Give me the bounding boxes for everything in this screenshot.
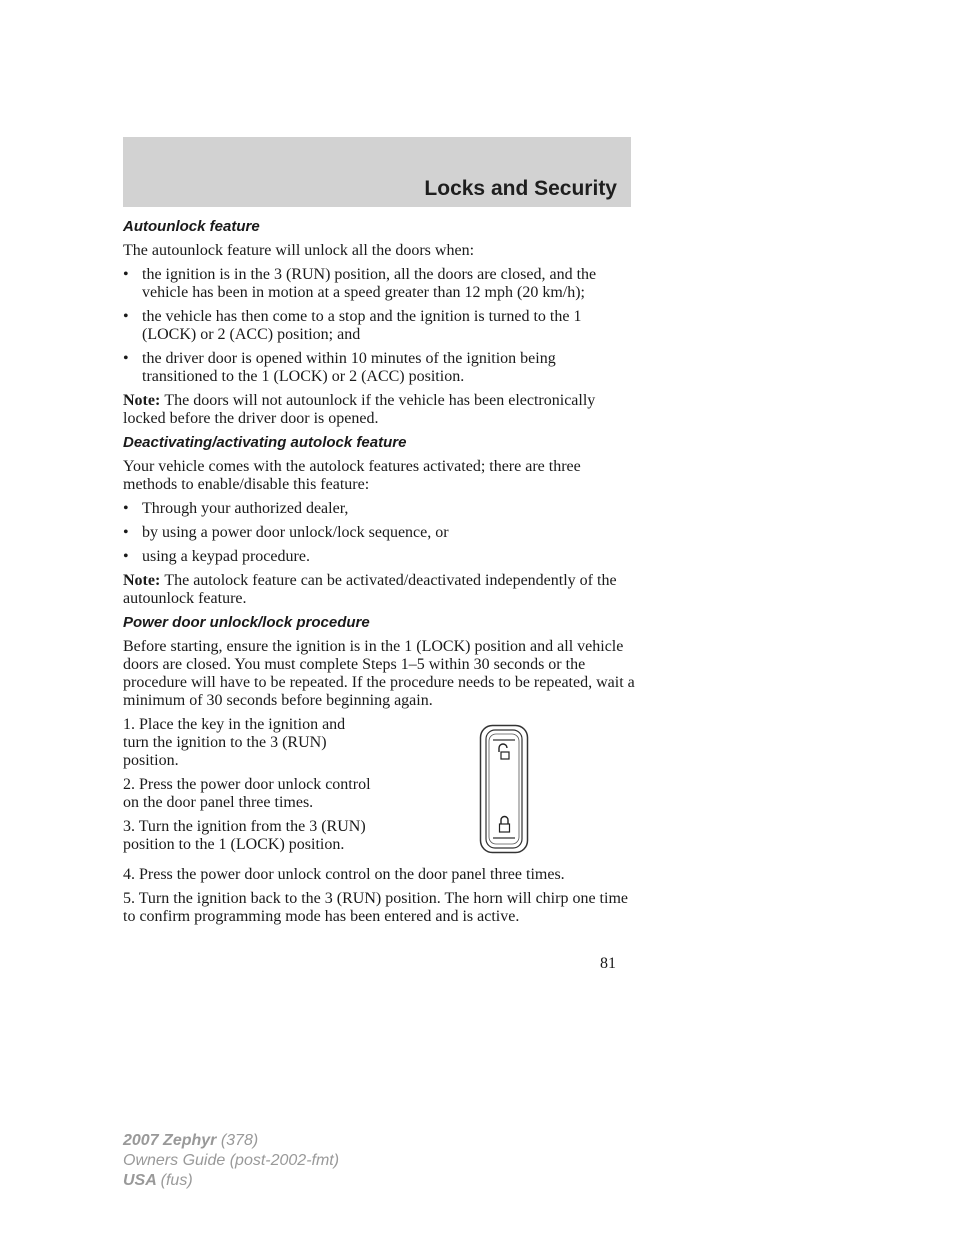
door-lock-switch-icon	[479, 724, 529, 854]
step-3: 3. Turn the ignition from the 3 (RUN) position to the 1 (LOCK) position.	[123, 818, 366, 853]
procedure-heading: Power door unlock/lock procedure	[123, 614, 370, 631]
door-lock-switch-figure	[373, 716, 635, 866]
steps-column	[123, 716, 373, 860]
footer-line-1: 2007 Zephyr (378)	[123, 1132, 259, 1149]
list-item: • using a keypad procedure.	[123, 548, 310, 565]
note-text: The autolock feature can be activated/deactivated independently of the autounlock feature.	[123, 572, 617, 607]
autolock-heading: Deactivating/activating autolock feature	[123, 434, 407, 451]
bullet-icon: •	[123, 524, 129, 541]
list-item: • the ignition is in the 3 (RUN) position, all the doors are closed, and the vehicle has been in motion at a speed greater than 12 mph (20 km/h);	[123, 266, 597, 301]
bullet-icon: •	[123, 350, 129, 367]
autolock-methods-list	[123, 500, 635, 566]
footer-line-3: USA (fus)	[123, 1172, 193, 1189]
step-4: 4. Press the power door unlock control on the door panel three times.	[123, 866, 565, 883]
step-2: 2. Press the power door unlock control on the door panel three times.	[123, 776, 371, 811]
bullet-icon: •	[123, 308, 129, 325]
list-item: • the driver door is opened within 10 minutes of the ignition being transitioned to the 1 (LOCK) or 2 (ACC) position.	[123, 350, 556, 385]
autounlock-intro: The autounlock feature will unlock all the doors when:	[123, 242, 475, 259]
autolock-note	[123, 572, 635, 608]
autounlock-conditions-list	[123, 266, 635, 386]
autolock-intro: Your vehicle comes with the autolock features activated; there are three methods to enable/disable this feature:	[123, 458, 581, 493]
bullet-icon: •	[123, 548, 129, 565]
step-5: 5. Turn the ignition back to the 3 (RUN) position. The horn will chirp one time to confirm programming mode has been entered and is active.	[123, 890, 628, 925]
note-label: Note:	[123, 572, 165, 589]
autounlock-note	[123, 392, 635, 428]
autounlock-heading: Autounlock feature	[123, 218, 260, 235]
note-text: The doors will not autounlock if the vehicle has been electronically locked before the driver door is opened.	[123, 392, 596, 427]
list-item: • the vehicle has then come to a stop and the ignition is turned to the 1 (LOCK) or 2 (ACC) position; and	[123, 308, 582, 343]
bullet-icon: •	[123, 266, 129, 283]
steps-with-figure	[123, 716, 635, 866]
page-number: 81	[600, 955, 616, 972]
section-title: Locks and Security	[424, 177, 617, 200]
list-item: • by using a power door unlock/lock sequence, or	[123, 524, 449, 541]
footer-line-2: Owners Guide (post-2002-fmt)	[123, 1152, 340, 1169]
section-header-band	[123, 137, 631, 207]
bullet-icon: •	[123, 500, 129, 517]
step-1: 1. Place the key in the ignition and turn the ignition to the 3 (RUN) position.	[123, 716, 346, 769]
procedure-intro: Before starting, ensure the ignition is in the 1 (LOCK) position and all vehicle doors are closed. You must complete Steps 1–5 within 30 seconds or the procedure will have to be repeated. If the procedure needs to be repeated, wait a minimum of 30 seconds before beginning again.	[123, 638, 635, 709]
list-item: • Through your authorized dealer,	[123, 500, 349, 517]
document-footer	[123, 1131, 339, 1191]
note-label: Note:	[123, 392, 165, 409]
page-content	[123, 218, 635, 932]
